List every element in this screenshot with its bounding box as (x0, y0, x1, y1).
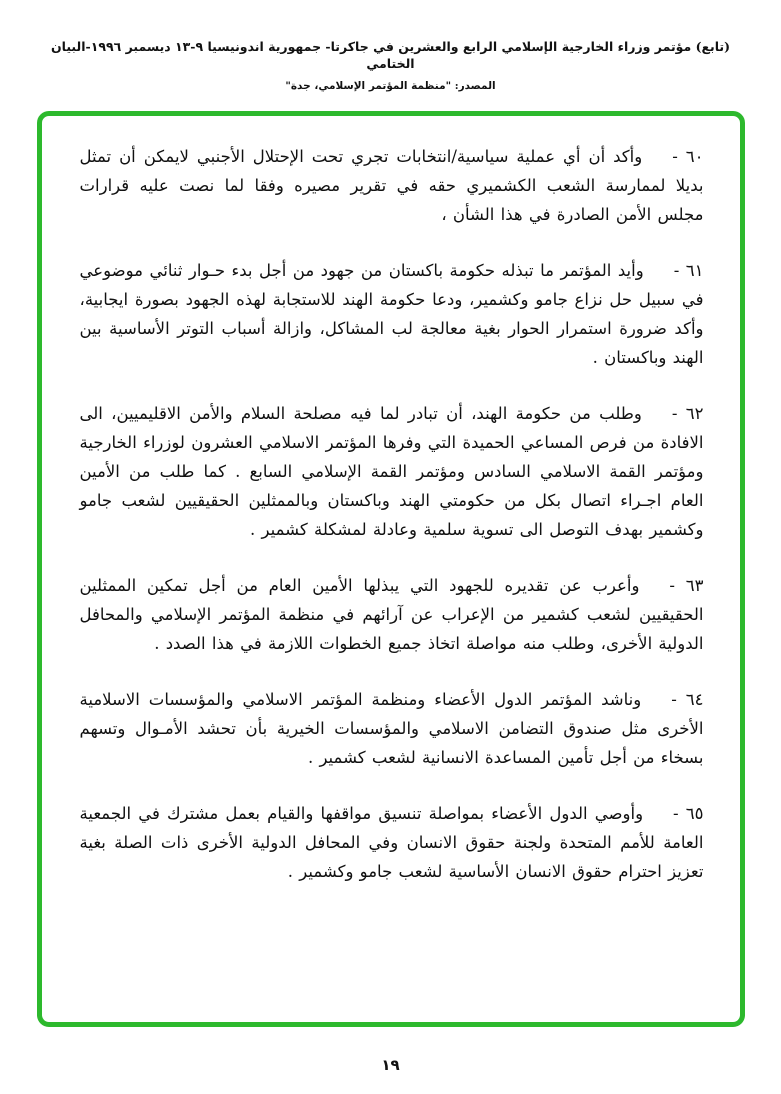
paragraph-62-number: ٦٢ - (671, 404, 704, 423)
content-border-box (37, 111, 745, 1027)
paragraph-62-text: وطلب من حكومة الهند، أن تبادر لما فيه مصلحة السلام والأمن الاقليميين، الى الافادة من فرص المساعي الحميدة التي وفرها المؤتمر الاسلامي العشرون لوزراء الخارجية ومؤتمر القمة الاسلامي السادس ومؤتمر القمة الإسلامي السابع . كما طلب من الأمين العام اجـراء اتصال بكل من حكومتي الهند وباكستان وبالممثلين الحقيقيين لشعب جامو وكشمير بهدف التوصل الى تسوية سلمية وعادلة لمشكلة كشمير . (79, 404, 704, 539)
paragraph-64-number: ٦٤ - (671, 690, 704, 709)
paragraph-62 (80, 399, 704, 544)
paragraph-60-text: وأكد أن أي عملية سياسية/انتخابات تجري تحت الإحتلال الأجنبي لايمكن أن تمثل بديلا لممارسة الشعب الكشميري حقه في تقرير مصيره وفقا لما نصت عليه قرارات مجلس الأمن الصادرة في هذا الشأن ، (79, 147, 704, 224)
paragraph-64-text: وناشد المؤتمر الدول الأعضاء ومنظمة المؤتمر الاسلامي والمؤسسات الاسلامية الأخرى مثل صندوق التضامن الاسلامي والمؤسسات الخيرية بأن تحشد الأمـوال وتسهم بسخاء من أجل تأمين المساعدة الانسانية لشعب كشمير . (79, 690, 704, 767)
paragraph-64 (80, 685, 704, 772)
paragraph-61-text: وأيد المؤتمر ما تبذله حكومة باكستان من جهود من أجل بدء حـوار ثنائي موضوعي في سبيل حل نزاع جامو وكشمير، ودعا حكومة الهند للاستجابة لهذه الجهود بصورة ايجابية، وأكد ضرورة استمرار الحوار بغية معالجة لب المشاكل، وازالة أسباب التوتر الأساسية بين الهند وباكستان . (79, 261, 704, 367)
paragraph-61-number: ٦١ - (673, 261, 704, 280)
header-source: المصدر: "منظمة المؤتمر الإسلامي، جدة" (285, 80, 496, 92)
header-title: (تابع) مؤتمر وزراء الخارجية الإسلامي الرابع والعشرين في جاكرتا- جمهورية اندونيسيا ٩-١٣ ديسمبر ١٩٩٦-البيان الختامي (50, 39, 731, 71)
paragraph-63-number: ٦٣ - (669, 576, 704, 595)
paragraph-60 (80, 142, 704, 229)
paragraph-63 (80, 571, 704, 658)
paragraph-60-number: ٦٠ - (672, 147, 704, 166)
page-number: ١٩ (381, 1056, 400, 1074)
paragraph-65-number: ٦٥ - (673, 804, 704, 823)
paragraph-63-text: وأعرب عن تقديره للجهود التي يبذلها الأمين العام من أجل تمكين الممثلين الحقيقيين لشعب كشمير من الإعراب عن آرائهم في منظمة المؤتمر الإسلامي والمحافل الدولية الأخرى، وطلب منه مواصلة اتخاذ جميع الخطوات اللازمة في هذا الصدد . (79, 576, 704, 653)
paragraph-65 (80, 799, 704, 886)
document-header (28, 38, 753, 93)
paragraph-61 (80, 256, 704, 372)
paragraph-65-text: وأوصي الدول الأعضاء بمواصلة تنسيق مواقفها والقيام بعمل مشترك في الجمعية العامة للأمم المتحدة ولجنة حقوق الانسان وفي المحافل الدولية الأخرى ذات الصلة بغية تعزيز احترام حقوق الانسان الأساسية لشعب جامو وكشمير . (79, 804, 704, 881)
